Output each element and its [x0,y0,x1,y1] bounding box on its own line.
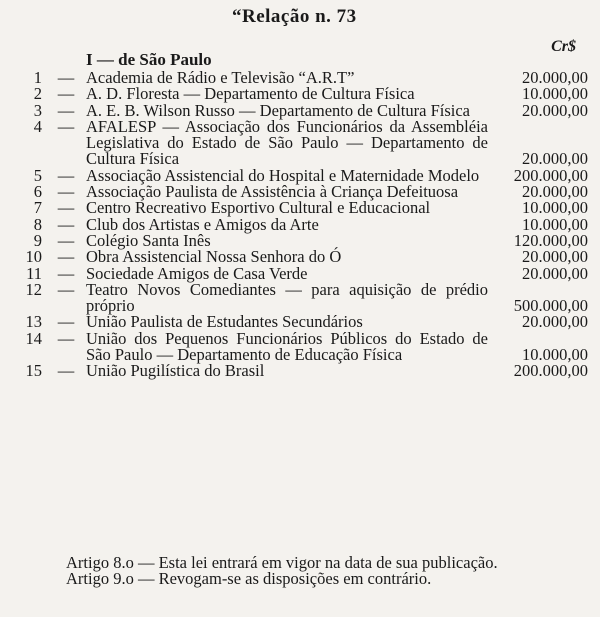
entry-name: Centro Recreativo Esportivo Cultural e Educacional [86,198,431,218]
entry-dash: — [57,230,75,250]
entry-dash: — [57,247,75,267]
entry-dash: — [57,214,75,234]
entry-row [0,328,600,365]
entries-list [0,70,600,380]
entry-amount: 10.000,00 [522,345,588,365]
entry-number: 1 [33,68,42,87]
entry-number: 4 [33,116,42,136]
entry-name: Associação Assistencial do Hospital e Maternidade Modelo [86,165,480,185]
article-9: Artigo 9.o — Revogam-se as disposições em contrário. [66,569,432,589]
entry-number: 7 [33,198,42,218]
entry-dash: — [57,198,75,218]
entry-name: União Pugilística do Brasil [86,361,265,381]
entry-number: 10 [25,247,42,267]
entry-amount: 20.000,00 [522,182,588,202]
entry-name: A. D. Floresta — Departamento de Cultura Física [86,84,415,104]
entry-number: 14 [25,328,42,348]
entry-dash: — [57,165,75,185]
entry-dash: — [57,84,75,104]
entry-amount: 120.000,00 [513,230,588,250]
entry-dash: — [57,328,75,348]
entry-dash: — [57,68,75,87]
entry-amount: 20.000,00 [522,263,588,283]
entry-name: Club dos Artistas e Amigos da Arte [86,214,319,234]
entry-number: 15 [25,361,42,381]
entry-dash: — [57,263,75,283]
entry-number: 12 [25,279,42,299]
article-8: Artigo 8.o — Esta lei entrará em vigor na data de sua publicação. [66,553,498,572]
entry-number: 5 [33,165,42,185]
entry-dash: — [57,279,75,299]
entry-number: 2 [33,84,42,104]
entry-number: 3 [33,100,42,120]
entry-dash: — [57,361,75,381]
entry-name: A. E. B. Wilson Russo — Departamento de Cultura Física [86,100,470,120]
entry-amount: 20.000,00 [522,312,588,332]
entry-name: Academia de Rádio e Televisão “A.R.T” [86,68,355,87]
entry-number: 6 [33,182,42,202]
entry-dash: — [57,312,75,332]
entry-name: Colégio Santa Inês [86,230,211,250]
entry-amount: 20.000,00 [522,68,588,87]
articles [24,555,590,588]
entry-amount: 200.000,00 [513,165,588,185]
entry-amount: 200.000,00 [513,361,588,381]
entry-number: 8 [33,214,42,234]
entry-name: União dos Pequenos Funcionários Públicos do Estado de São Paulo — Departamento de Educação Física [86,328,488,365]
entry-name: AFALESP — Associação dos Funcionários da Assembléia Legislativa do Estado de São Paulo — Departamento de Cultura Física [86,116,488,169]
entry-number: 11 [26,263,42,283]
entry-amount: 20.000,00 [522,247,588,267]
entry-dash: — [57,182,75,202]
entry-name: União Paulista de Estudantes Secundários [86,312,363,332]
entry-dash: — [57,116,75,136]
entry-amount: 20.000,00 [522,149,588,169]
entry-row [0,363,600,379]
entry-number: 9 [33,230,42,250]
entry-number: 13 [25,312,42,332]
entry-name: Associação Paulista de Assistência à Criança Defeituosa [86,182,459,202]
entry-name: Obra Assistencial Nossa Senhora do Ó [86,247,342,267]
entry-row [0,116,600,169]
entry-name: Sociedade Amigos de Casa Verde [86,263,308,283]
entry-name: Teatro Novos Comediantes — para aquisição de prédio próprio [86,279,488,316]
entry-amount: 10.000,00 [522,214,588,234]
section-heading: I — de São Paulo [86,50,212,69]
entry-amount: 10.000,00 [522,198,588,218]
relation-title: “Relação n. 73 [232,6,357,27]
entry-amount: 20.000,00 [522,100,588,120]
currency-label: Cr$ [551,38,576,55]
entry-amount: 500.000,00 [513,296,588,316]
entry-dash: — [57,100,75,120]
entry-amount: 10.000,00 [522,84,588,104]
entry-row [0,279,600,316]
